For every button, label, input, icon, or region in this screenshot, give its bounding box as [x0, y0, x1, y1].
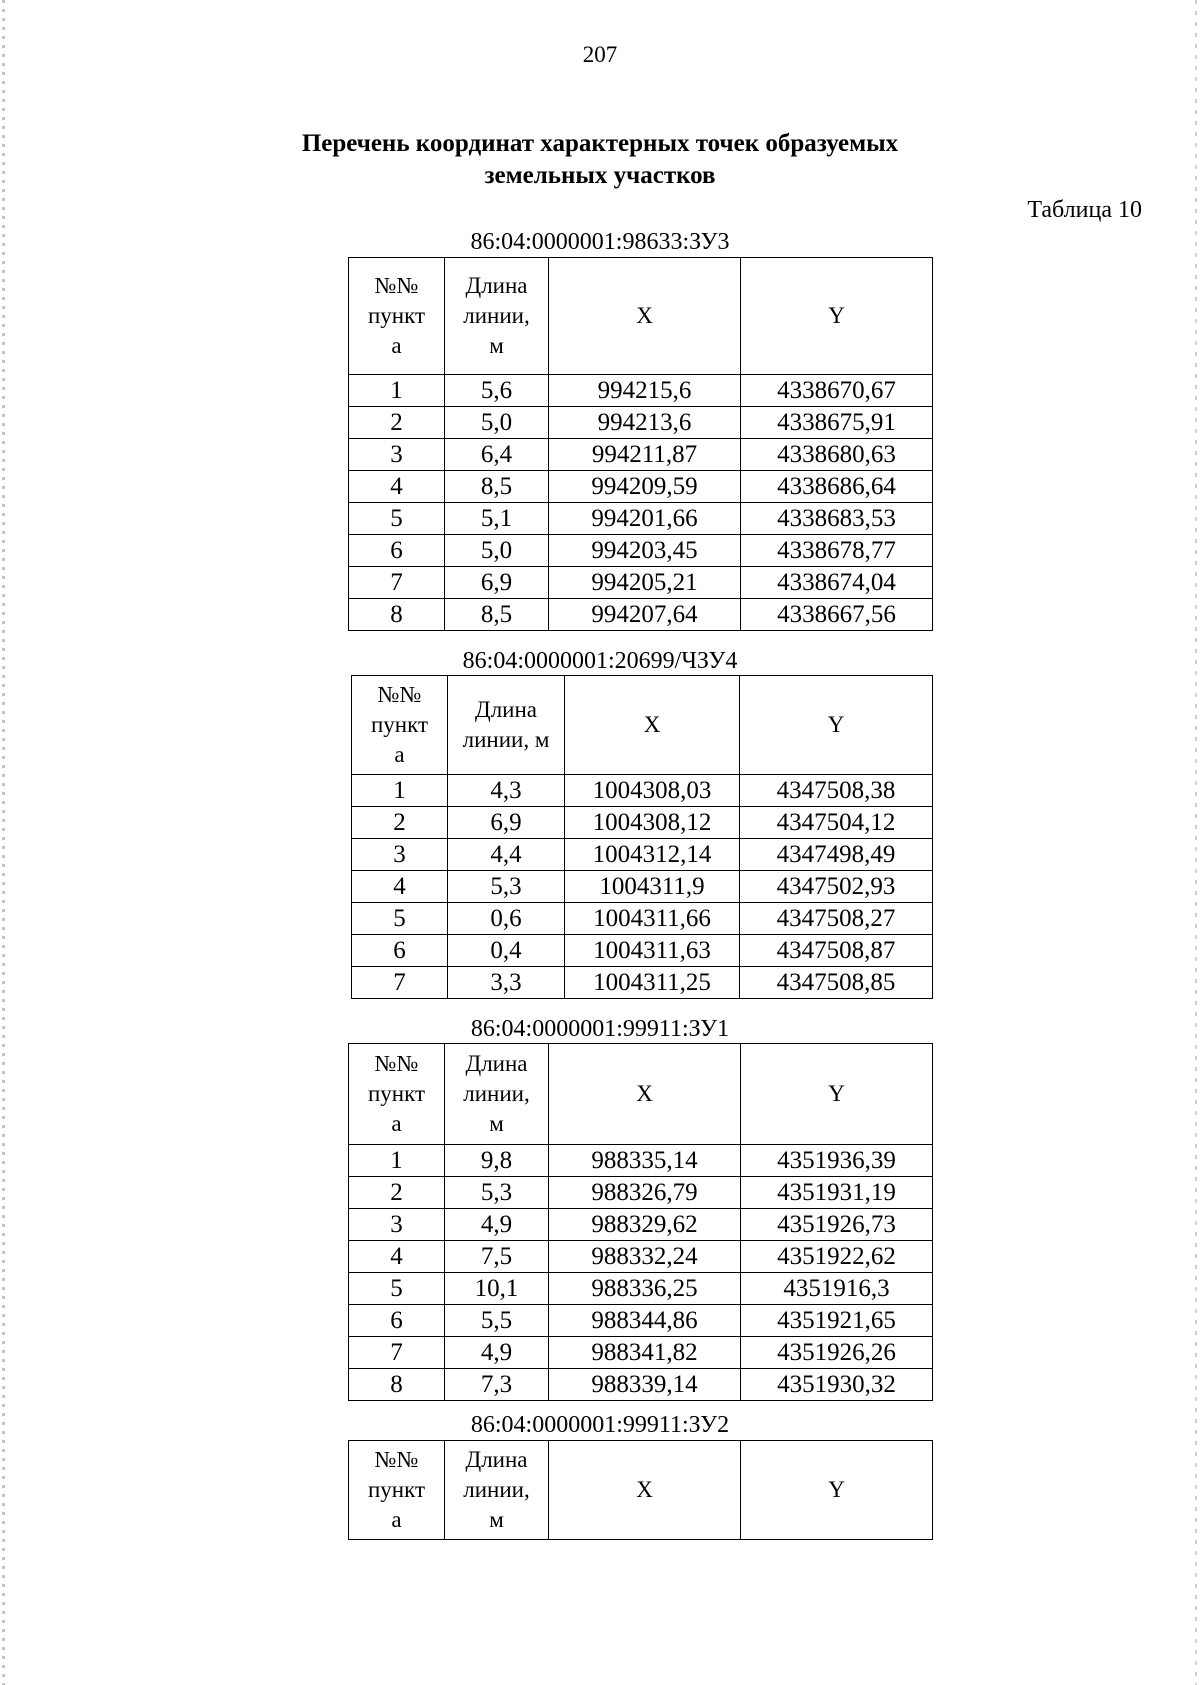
cell-point-number: 2: [352, 807, 448, 839]
table-row: [352, 807, 933, 839]
table-row: [352, 903, 933, 935]
header-point-number: [349, 1441, 445, 1540]
table-row: [352, 871, 933, 903]
table-header-row: [349, 1441, 933, 1540]
table-row: [349, 1177, 933, 1209]
cell-point-number: 1: [349, 375, 445, 407]
header-line-length: [445, 1044, 549, 1145]
cell-y: 4338675,91: [741, 407, 933, 439]
cell-line-length: 7,5: [445, 1241, 549, 1273]
document-title: [0, 128, 1200, 192]
cell-line-length: 9,8: [445, 1145, 549, 1177]
cell-line-length: 5,1: [445, 503, 549, 535]
cell-x: 994213,6: [549, 407, 741, 439]
cell-y: 4338670,67: [741, 375, 933, 407]
cell-line-length: 4,9: [445, 1337, 549, 1369]
table-row: [349, 535, 933, 567]
cell-point-number: 7: [349, 1337, 445, 1369]
header-point-number-line: а: [391, 1507, 402, 1532]
cell-y: 4338674,04: [741, 567, 933, 599]
cell-y: 4347504,12: [740, 807, 933, 839]
header-y: Y: [741, 1044, 933, 1145]
cell-x: 1004312,14: [565, 839, 740, 871]
header-point-number-line: пункт: [367, 303, 426, 328]
table-row: [349, 1209, 933, 1241]
title-line-1: Перечень координат характерных точек образуемых: [301, 130, 899, 157]
cell-line-length: 5,0: [445, 407, 549, 439]
title-line-2: земельных участков: [484, 162, 716, 189]
header-line-length-line: Длина: [465, 1447, 528, 1472]
table-row: [352, 967, 933, 999]
header-line-length-line: Длина: [475, 697, 537, 722]
header-point-number-line: а: [391, 333, 402, 358]
cell-line-length: 5,6: [445, 375, 549, 407]
section-title: 86:04:0000001:98633:ЗУ3: [470, 229, 730, 255]
header-line-length-line: линии,: [463, 1477, 530, 1502]
cell-line-length: 4,4: [448, 839, 565, 871]
header-point-number-line: №№: [377, 682, 422, 707]
cell-y: 4347508,38: [740, 775, 933, 807]
cell-point-number: 6: [352, 935, 448, 967]
table-header-row: [349, 1044, 933, 1145]
header-point-number-line: №№: [374, 1051, 419, 1076]
page-number: 207: [582, 42, 618, 67]
header-y: Y: [741, 1441, 933, 1540]
cell-y: 4338678,77: [741, 535, 933, 567]
cell-x: 1004311,9: [565, 871, 740, 903]
coordinates-table: [348, 1043, 933, 1401]
cell-y: 4347508,27: [740, 903, 933, 935]
header-line-length-line: линии, м: [462, 727, 550, 752]
cell-x: 988335,14: [549, 1145, 741, 1177]
cell-y: 4351916,3: [741, 1273, 933, 1305]
cell-point-number: 8: [349, 599, 445, 631]
cell-line-length: 8,5: [445, 471, 549, 503]
cell-line-length: 6,9: [445, 567, 549, 599]
table-row: [349, 439, 933, 471]
section-title: 86:04:0000001:99911:ЗУ2: [470, 1412, 730, 1438]
cell-y: 4338683,53: [741, 503, 933, 535]
cell-line-length: 0,4: [448, 935, 565, 967]
cell-x: 1004308,12: [565, 807, 740, 839]
cell-x: 988332,24: [549, 1241, 741, 1273]
cell-x: 1004311,63: [565, 935, 740, 967]
cell-line-length: 5,0: [445, 535, 549, 567]
cell-x: 994201,66: [549, 503, 741, 535]
cell-x: 994211,87: [549, 439, 741, 471]
section-title: 86:04:0000001:99911:ЗУ1: [470, 1016, 730, 1042]
cell-x: 994205,21: [549, 567, 741, 599]
cell-point-number: 6: [349, 1305, 445, 1337]
header-x: X: [565, 676, 740, 775]
cell-y: 4351931,19: [741, 1177, 933, 1209]
header-point-number-line: пункт: [370, 712, 429, 737]
cell-point-number: 2: [349, 407, 445, 439]
cell-y: 4338680,63: [741, 439, 933, 471]
cell-x: 1004311,25: [565, 967, 740, 999]
cell-line-length: 6,4: [445, 439, 549, 471]
cell-y: 4347508,87: [740, 935, 933, 967]
table-row: [352, 935, 933, 967]
cell-line-length: 4,9: [445, 1209, 549, 1241]
cell-point-number: 5: [349, 503, 445, 535]
cell-x: 988336,25: [549, 1273, 741, 1305]
table-header-row: [349, 258, 933, 375]
table-header-row: [352, 676, 933, 775]
table-row: [352, 775, 933, 807]
cell-line-length: 5,3: [448, 871, 565, 903]
table-row: [349, 375, 933, 407]
cell-line-length: 5,3: [445, 1177, 549, 1209]
table-row: [349, 567, 933, 599]
table-row: [349, 599, 933, 631]
cell-point-number: 4: [352, 871, 448, 903]
cell-line-length: 4,3: [448, 775, 565, 807]
header-line-length-line: м: [489, 1507, 504, 1532]
cell-y: 4351922,62: [741, 1241, 933, 1273]
table-row: [349, 1369, 933, 1401]
cell-point-number: 5: [352, 903, 448, 935]
cell-point-number: 3: [349, 439, 445, 471]
cell-line-length: 7,3: [445, 1369, 549, 1401]
header-point-number-line: а: [391, 1111, 402, 1136]
table-row: [349, 1145, 933, 1177]
header-point-number: [352, 676, 448, 775]
cell-point-number: 3: [352, 839, 448, 871]
cell-point-number: 4: [349, 471, 445, 503]
header-point-number: [349, 1044, 445, 1145]
header-x: X: [549, 1044, 741, 1145]
table-row: [349, 1241, 933, 1273]
header-line-length: [445, 258, 549, 375]
cell-line-length: 5,5: [445, 1305, 549, 1337]
header-line-length-line: линии,: [463, 303, 530, 328]
table-row: [349, 503, 933, 535]
header-point-number-line: пункт: [367, 1477, 426, 1502]
cell-line-length: 6,9: [448, 807, 565, 839]
cell-line-length: 3,3: [448, 967, 565, 999]
cell-point-number: 7: [352, 967, 448, 999]
cell-x: 988339,14: [549, 1369, 741, 1401]
cell-x: 988341,82: [549, 1337, 741, 1369]
header-line-length-line: линии,: [463, 1081, 530, 1106]
cell-point-number: 1: [352, 775, 448, 807]
table-row: [349, 1337, 933, 1369]
cell-y: 4351936,39: [741, 1145, 933, 1177]
cell-point-number: 2: [349, 1177, 445, 1209]
cell-point-number: 8: [349, 1369, 445, 1401]
cell-line-length: 8,5: [445, 599, 549, 631]
header-point-number-line: а: [394, 742, 405, 767]
cell-point-number: 1: [349, 1145, 445, 1177]
cell-x: 994215,6: [549, 375, 741, 407]
header-point-number-line: пункт: [367, 1081, 426, 1106]
header-point-number-line: №№: [374, 273, 419, 298]
section-title: 86:04:0000001:20699/ЧЗУ4: [462, 648, 738, 674]
coordinates-table: [348, 1440, 933, 1540]
cell-y: 4338686,64: [741, 471, 933, 503]
header-y: Y: [740, 676, 933, 775]
cell-point-number: 4: [349, 1241, 445, 1273]
header-point-number-line: №№: [374, 1447, 419, 1472]
header-y: Y: [741, 258, 933, 375]
header-line-length-line: Длина: [465, 273, 528, 298]
coordinates-table: [351, 675, 933, 999]
cell-line-length: 10,1: [445, 1273, 549, 1305]
cell-x: 994207,64: [549, 599, 741, 631]
cell-x: 988329,62: [549, 1209, 741, 1241]
cell-x: 1004311,66: [565, 903, 740, 935]
cell-x: 988326,79: [549, 1177, 741, 1209]
cell-y: 4347502,93: [740, 871, 933, 903]
cell-y: 4347508,85: [740, 967, 933, 999]
table-row: [349, 1273, 933, 1305]
coordinates-table: [348, 257, 933, 631]
cell-point-number: 3: [349, 1209, 445, 1241]
cell-line-length: 0,6: [448, 903, 565, 935]
header-point-number: [349, 258, 445, 375]
header-line-length: [448, 676, 565, 775]
cell-y: 4351926,73: [741, 1209, 933, 1241]
cell-y: 4347498,49: [740, 839, 933, 871]
cell-y: 4351930,32: [741, 1369, 933, 1401]
cell-y: 4351921,65: [741, 1305, 933, 1337]
cell-point-number: 6: [349, 535, 445, 567]
table-label: Таблица 10: [1027, 197, 1142, 223]
header-x: X: [549, 1441, 741, 1540]
table-row: [349, 1305, 933, 1337]
table-row: [349, 407, 933, 439]
cell-point-number: 7: [349, 567, 445, 599]
table-row: [349, 471, 933, 503]
cell-point-number: 5: [349, 1273, 445, 1305]
cell-y: 4351926,26: [741, 1337, 933, 1369]
header-x: X: [549, 258, 741, 375]
table-row: [352, 839, 933, 871]
header-line-length: [445, 1441, 549, 1540]
cell-x: 1004308,03: [565, 775, 740, 807]
cell-x: 994203,45: [549, 535, 741, 567]
header-line-length-line: м: [489, 333, 504, 358]
header-line-length-line: Длина: [465, 1051, 528, 1076]
header-line-length-line: м: [489, 1111, 504, 1136]
cell-y: 4338667,56: [741, 599, 933, 631]
cell-x: 988344,86: [549, 1305, 741, 1337]
cell-x: 994209,59: [549, 471, 741, 503]
